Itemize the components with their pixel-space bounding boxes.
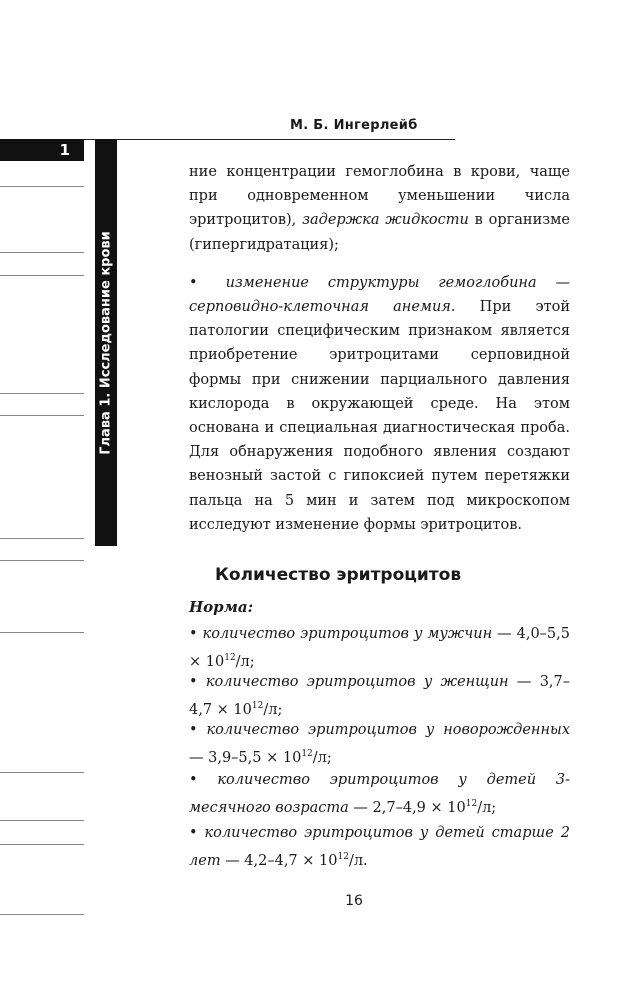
section-heading: Количество эритроцитов [215, 565, 462, 585]
norm-item [189, 622, 570, 674]
norm-item [189, 821, 570, 873]
p2-text-a: изменение структуры гемоглобина — серповидно-клеточная анемия [189, 274, 570, 316]
chapter-number-box: 1 [0, 139, 84, 161]
margin-line [0, 186, 84, 187]
norm-item-unit: /л; [477, 799, 497, 816]
norm-item-value: 4,2–4,7 × 10 [244, 852, 338, 869]
margin-line [0, 415, 84, 416]
norm-item-exp: 12 [224, 653, 236, 663]
p1-text-c: в организме (гипергидратация); [189, 212, 570, 253]
margin-line [0, 914, 84, 915]
norm-item-exp: 12 [251, 701, 264, 711]
body-text [189, 160, 570, 537]
margin-line [0, 632, 84, 633]
norm-item-exp: 12 [465, 799, 478, 809]
margin-line [0, 275, 84, 276]
p2-text-b: . При этой патологии специфическим признаком является приобретение эритроцитами серповидной формы при снижении парциального давления кислорода в окружающей среде. На этом основана и специальная диагностическая проба. Для обнаружения подобного явления создают венозный застой с гипоксией путем перетяжки пальца на 5 мин и затем под микроскопом исследуют изменение формы эритроцитов. [189, 299, 570, 533]
norm-item [189, 718, 570, 770]
chapter-title: Глава 1. Исследование крови [98, 230, 114, 455]
margin-line [0, 560, 84, 561]
norm-item-label: • количество эритроцитов у новорожденных — [189, 722, 570, 766]
p1-text-b: задержка жидкости [302, 212, 469, 229]
norm-item [189, 670, 570, 722]
norm-title: Норма: [189, 598, 254, 616]
norm-item-unit: /л. [348, 852, 368, 869]
margin-line [0, 844, 84, 845]
margin-line [0, 820, 84, 821]
norm-item-unit: /л; [312, 749, 332, 766]
paragraph-1 [189, 160, 570, 257]
paragraph-2 [189, 271, 570, 537]
norm-item-exp: 12 [301, 749, 313, 759]
margin-lines [0, 0, 84, 1000]
norm-item-value: 3,9–5,5 × 10 [208, 749, 302, 766]
norm-item-label: • количество эритроцитов у детей 3-месячного возраста — [189, 772, 570, 816]
page-number: 16 [345, 893, 363, 909]
norm-item-label: • количество эритроцитов у женщин — [189, 674, 540, 690]
margin-line [0, 393, 84, 394]
norm-item-label: • количество эритроцитов у детей старше 2 лет — [189, 825, 570, 869]
chapter-side-tab [95, 139, 117, 546]
margin-line [0, 772, 84, 773]
margin-line [0, 252, 84, 253]
norm-item-exp: 12 [337, 852, 349, 862]
bullet: • [189, 274, 198, 291]
p1-text-a: ние концентрации гемоглобина в крови, чаще при одновременном уменьшении числа эритроцитов), [189, 164, 570, 229]
norm-item-unit: /л; [235, 653, 255, 670]
norm-item-value: 2,7–4,9 × 10 [372, 799, 466, 816]
margin-line [0, 538, 84, 539]
norm-item-label: • количество эритроцитов у мужчин — [189, 626, 517, 642]
norm-item-value: 4,0–5,5 × 10 [189, 626, 570, 670]
norm-item [189, 768, 570, 820]
norm-item-unit: /л; [263, 701, 283, 718]
header-author: М. Б. Ингерлейб [290, 118, 418, 133]
norm-item-value: 3,7–4,7 × 10 [189, 674, 570, 718]
